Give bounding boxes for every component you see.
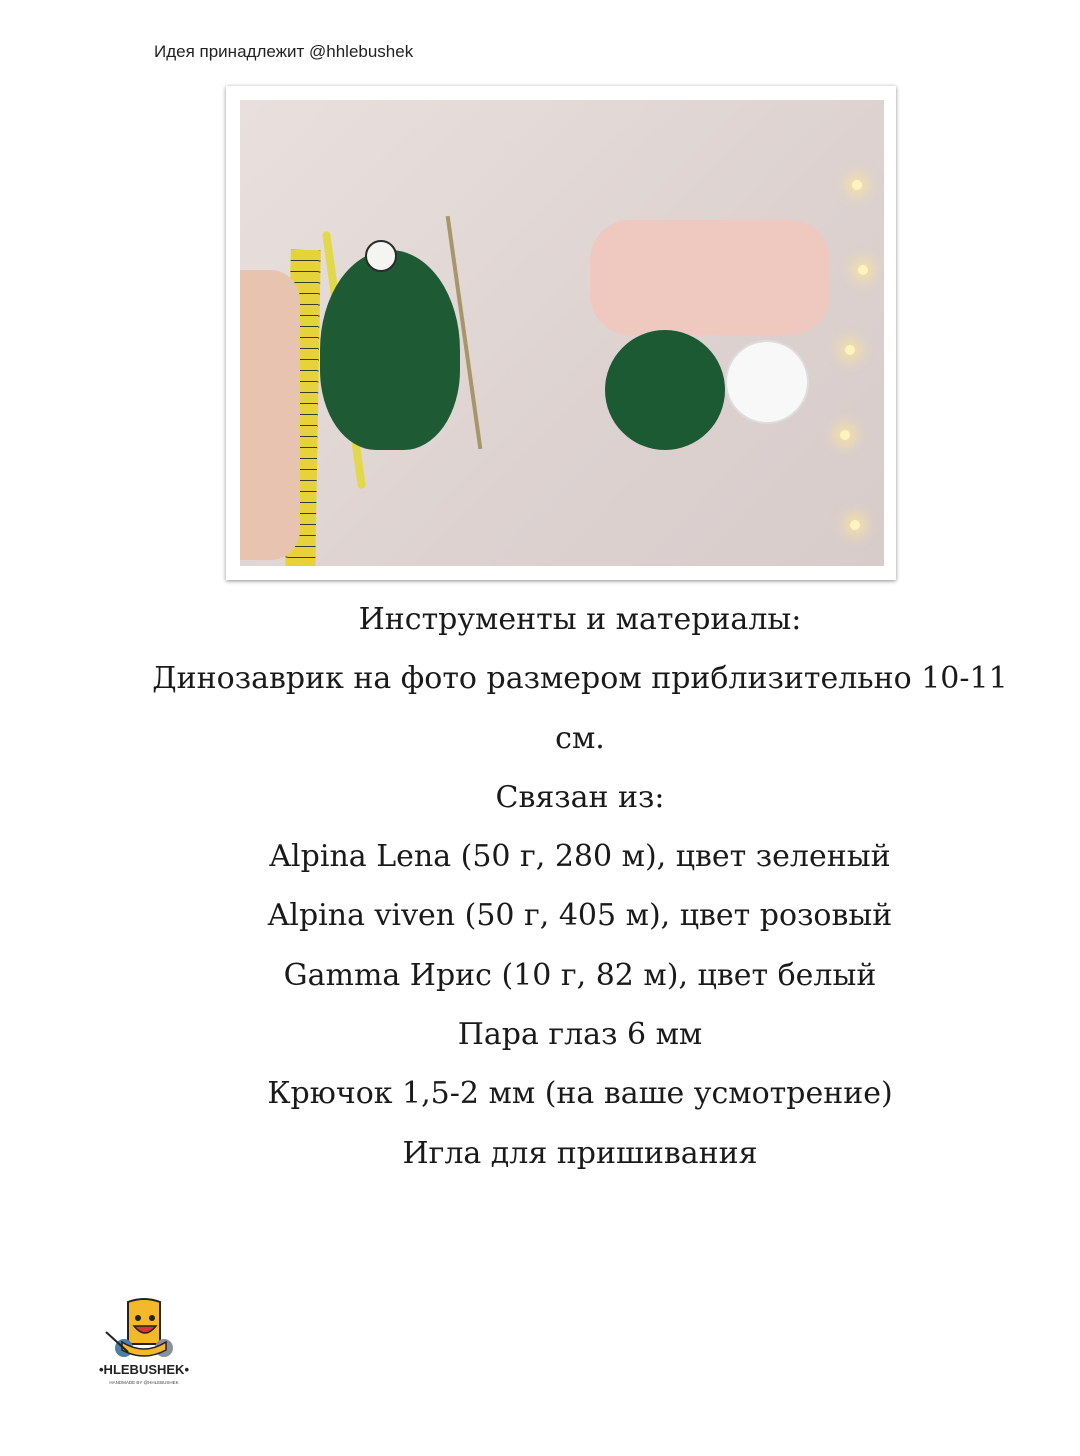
dinosaur-eye	[365, 240, 397, 272]
text-line: см.	[555, 720, 605, 756]
fairy-light	[852, 180, 862, 190]
materials-photo	[240, 100, 884, 566]
author-credit: Идея принадлежит @hhlebushek	[154, 42, 414, 61]
material-item: Пара глаз 6 мм	[457, 1017, 703, 1053]
svg-text:HANDMADE BY @HHLEBUSHEK: HANDMADE BY @HHLEBUSHEK	[109, 1380, 179, 1385]
fairy-light	[858, 265, 868, 275]
text-line: Связан из:	[495, 779, 665, 815]
white-yarn-ball	[725, 340, 809, 424]
material-item: Крючок 1,5-2 мм (на ваше усмотрение)	[267, 1076, 893, 1112]
pink-yarn-skein	[590, 220, 830, 335]
fairy-light	[845, 345, 855, 355]
material-item: Alpina Lena (50 г, 280 м), цвет зеленый	[269, 839, 891, 875]
fairy-light	[850, 520, 860, 530]
crochet-dinosaur	[320, 250, 460, 450]
material-item: Alpina viven (50 г, 405 м), цвет розовый	[267, 898, 893, 934]
materials-photo-frame	[226, 86, 896, 580]
materials-heading: Инструменты и материалы:	[358, 602, 802, 637]
green-yarn-ball	[605, 330, 725, 450]
fairy-light	[840, 430, 850, 440]
materials-text	[0, 590, 1080, 1183]
hlebushek-logo	[98, 1296, 190, 1388]
svg-text:•HLEBUSHEK•: •HLEBUSHEK•	[99, 1362, 189, 1377]
text-line: Динозаврик на фото размером приблизительно 10-11	[152, 661, 1008, 697]
hand	[240, 270, 300, 560]
material-item: Игла для пришивания	[402, 1135, 758, 1171]
material-item: Gamma Ирис (10 г, 82 м), цвет белый	[283, 957, 877, 993]
